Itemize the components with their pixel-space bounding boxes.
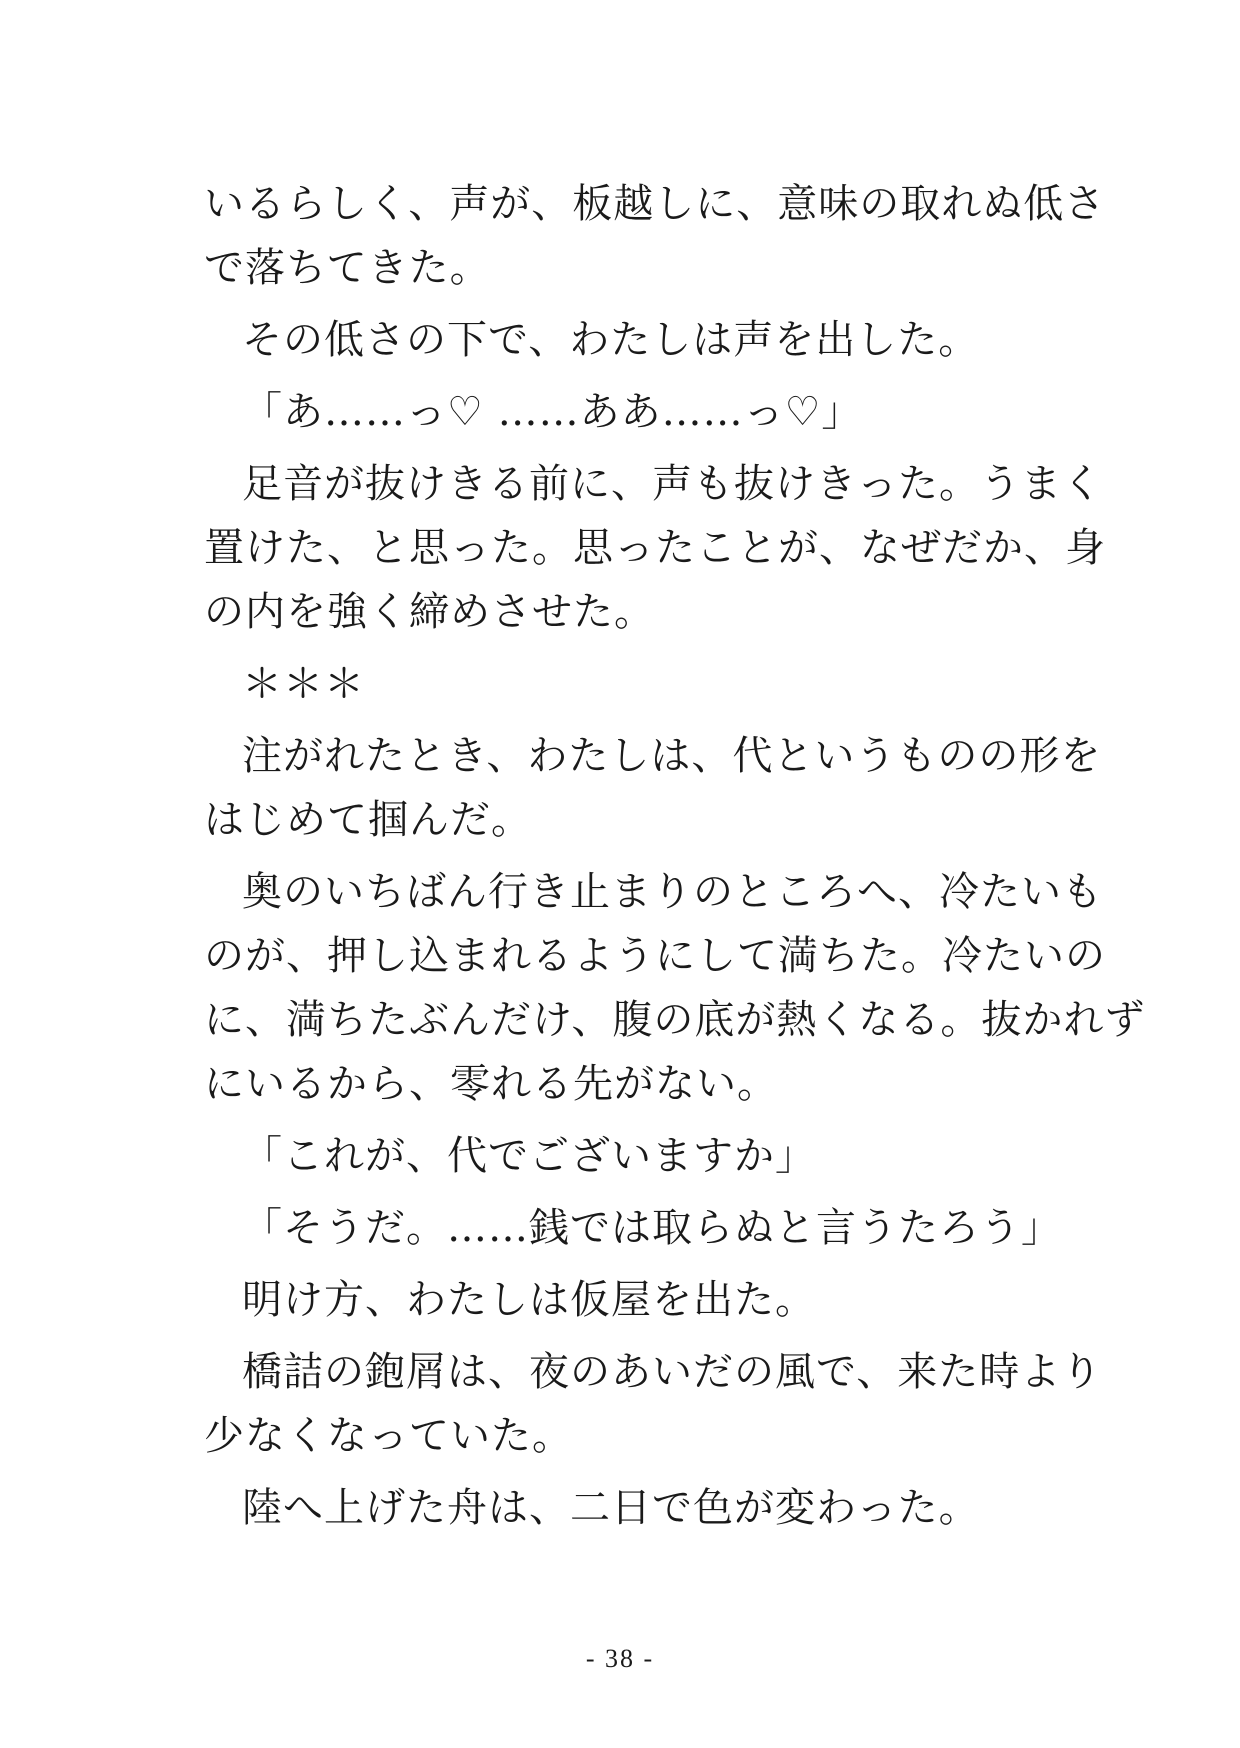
page-number: - 38 - <box>585 1644 655 1673</box>
text-line: 橋詰の鉋屑は、夜のあいだの風で、来た時より <box>242 1349 1103 1395</box>
text-line: 足音が抜けきる前に、声も抜けきった。うまく <box>242 461 1103 507</box>
text-line: 奥のいちばん行き止まりのところへ、冷たいも <box>242 869 1103 915</box>
text-line: その低さの下で、わたしは声を出した。 <box>242 317 980 363</box>
text-line: 注がれたとき、わたしは、代というものの形を <box>242 733 1102 779</box>
text-line: 明け方、わたしは仮屋を出た。 <box>242 1277 816 1323</box>
section-break: ＊＊＊ <box>242 661 365 707</box>
text-line: いるらしく、声が、板越しに、意味の取れぬ低さ <box>204 181 1106 227</box>
dialogue-line: 「これが、代でございますか」 <box>242 1133 816 1179</box>
text-line: はじめて掴んだ。 <box>204 797 532 843</box>
text-line: に、満ちたぶんだけ、腹の底が熱くなる。抜かれず <box>204 997 1146 1043</box>
dialogue-line: 「そうだ。……銭では取らぬと言うたろう」 <box>242 1205 1062 1251</box>
dialogue-line: 「あ……っ♡ ……ああ……っ♡」 <box>242 389 863 435</box>
text-line: で落ちてきた。 <box>204 245 491 291</box>
text-line: 置けた、と思った。思ったことが、なぜだか、身 <box>204 525 1106 571</box>
text-line: の内を強く締めさせた。 <box>204 589 655 635</box>
text-line: のが、押し込まれるようにして満ちた。冷たいの <box>204 933 1106 979</box>
text-line: 陸へ上げた舟は、二日で色が変わった。 <box>242 1485 980 1531</box>
text-line: にいるから、零れる先がない。 <box>204 1061 778 1107</box>
text-line: 少なくなっていた。 <box>204 1413 573 1459</box>
